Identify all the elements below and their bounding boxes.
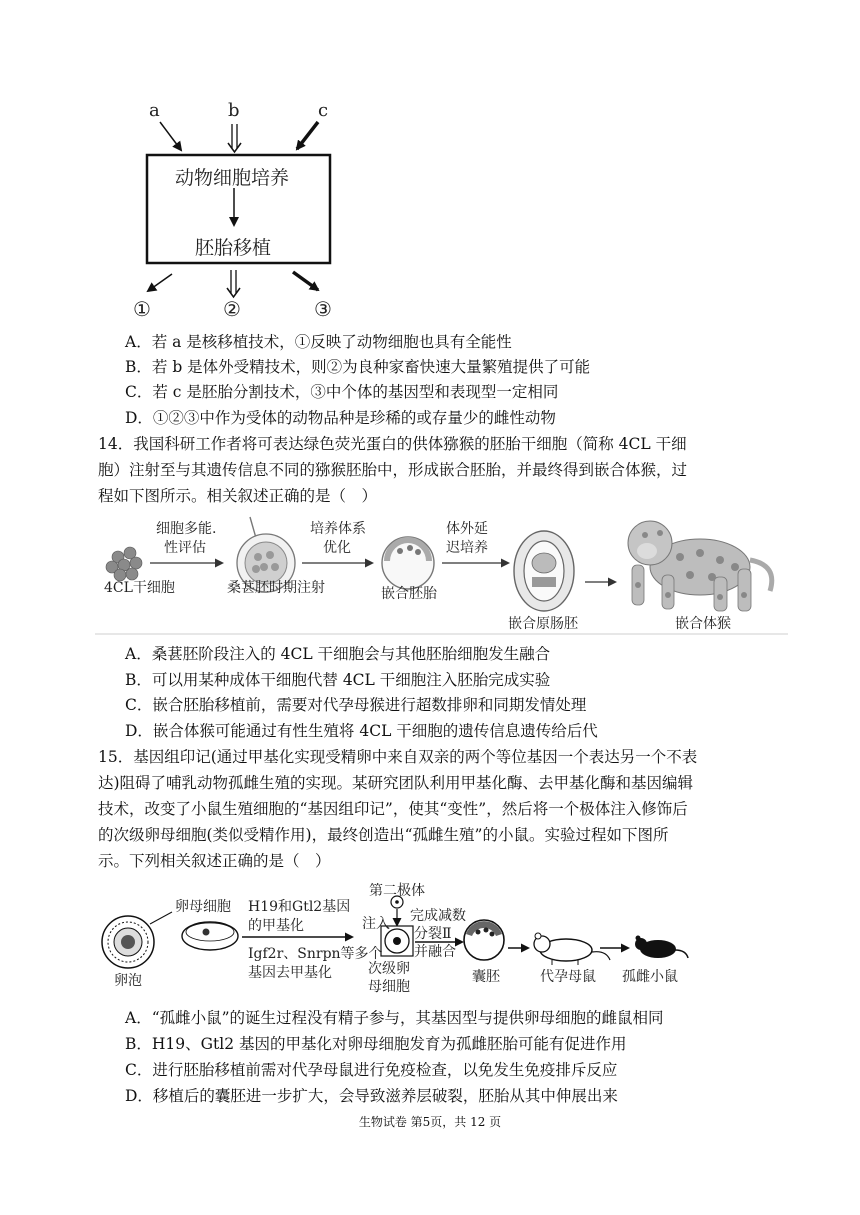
label-inject: 注入 <box>362 916 390 932</box>
label-surrogate-mouse: 代孕母鼠 <box>540 969 596 985</box>
label-parthenogenetic-mouse: 孤雌小鼠 <box>622 969 678 985</box>
q15-option-a: A．“孤雌小鼠”的诞生过程没有精子参与，其基因型与提供卵母细胞的雌鼠相同 <box>125 1009 664 1027</box>
box-top-label: 动物细胞培养 <box>175 167 290 189</box>
q13-option-b: B．若 b 是体外受精技术，则②为良种家畜快速大量繁殖提供了可能 <box>125 358 591 376</box>
label-arrow2-line2: 优化 <box>323 540 351 556</box>
page-footer: 生物试卷 第5页，共 12 页 <box>358 1115 502 1129</box>
q15-stem-line2: 达)阻碍了哺乳动物孤雌生殖的实现。某研究团队利用甲基化酶、去甲基化酶和基因编辑 <box>98 774 694 792</box>
output-3-label: ③ <box>314 297 332 321</box>
q15-stem-line1: 15．基因组印记(通过甲基化实现受精卵中来自双亲的两个等位基因一个表达另一个不表 <box>98 748 698 766</box>
q13-option-a: A．若 a 是核移植技术，①反映了动物细胞也具有全能性 <box>125 333 512 351</box>
input-b-label: b <box>228 100 240 121</box>
input-c-label: c <box>318 100 329 121</box>
label-methylation-line2: 的甲基化 <box>248 918 304 934</box>
label-arrow3-line2: 迟培养 <box>446 540 488 556</box>
q15-option-b: B．H19、Gtl2 基因的甲基化对卵母细胞发育为孤雌胚胎可能有促进作用 <box>125 1035 627 1053</box>
label-meiosis-line3: 并融合 <box>414 944 456 960</box>
q15-option-d: D．移植后的囊胚进一步扩大，会导致滋养层破裂，胚胎从其中伸展出来 <box>125 1087 618 1105</box>
q15-stem-line4: 的次级卵母细胞(类似受精作用)，最终创造出“孤雌生殖”的小鼠。实验过程如下图所 <box>98 826 669 844</box>
q14-option-d: D．嵌合体猴可能通过有性生殖将 4CL 干细胞的遗传信息遗传给后代 <box>125 722 598 740</box>
diagram-arrows <box>0 0 860 330</box>
label-second-polar-body: 第二极体 <box>369 883 425 899</box>
label-arrow3-line1: 体外延 <box>446 521 488 537</box>
label-chimeric-gastrula: 嵌合原肠胚 <box>508 616 578 632</box>
surrogate-mouse-icon <box>534 933 610 965</box>
label-demethylation-line2: 基因去甲基化 <box>248 965 332 981</box>
q13-option-d: D．①②③中作为受体的动物品种是珍稀的或存量少的雌性动物 <box>125 409 556 427</box>
label-oocyte: 卵母细胞 <box>175 899 231 915</box>
q15-stem-line5: 示。下列相关叙述正确的是（ ） <box>98 852 331 870</box>
chimeric-embryo-icon <box>382 537 434 589</box>
label-chimeric-monkey: 嵌合体猴 <box>675 616 731 632</box>
stem-cell-cluster-icon <box>106 547 142 581</box>
label-meiosis-line2: 分裂Ⅱ <box>414 926 452 942</box>
label-arrow2-line1: 培养体系 <box>310 521 366 537</box>
q14-stem-line2: 胞）注射至与其遗传信息不同的猕猴胚胎中，形成嵌合胚胎，并最终得到嵌合体猴，过 <box>98 461 688 479</box>
q13-option-c: C．若 c 是胚胎分割技术，③中个体的基因型和表现型一定相同 <box>125 383 559 401</box>
label-follicle: 卵泡 <box>114 973 142 989</box>
label-blastocyst: 囊胚 <box>472 969 500 985</box>
label-4cl-stem-cell: 4CL干细胞 <box>104 580 175 596</box>
label-arrow1-line1: 细胞多能. <box>156 521 217 537</box>
label-chimeric-embryo: 嵌合胚胎 <box>381 586 437 602</box>
label-meiosis-line1: 完成减数 <box>410 908 466 924</box>
follicle-icon <box>102 916 154 968</box>
input-a-label: a <box>149 100 160 121</box>
blastocyst-icon <box>464 920 504 960</box>
q15-option-c: C．进行胚胎移植前需对代孕母鼠进行免疫检查，以免发生免疫排斥反应 <box>125 1061 618 1079</box>
q14-option-c: C．嵌合胚胎移植前，需要对代孕母猴进行超数排卵和同期发情处理 <box>125 696 587 714</box>
label-secondary-oocyte-line1: 次级卵 <box>368 961 410 977</box>
label-secondary-oocyte-line2: 母细胞 <box>368 979 410 995</box>
box-bottom-label: 胚胎移植 <box>195 237 272 259</box>
q14-stem-line3: 程如下图所示。相关叙述正确的是（ ） <box>98 487 378 505</box>
q14-diagram-graphics <box>0 505 860 645</box>
output-2-label: ② <box>223 297 241 321</box>
q14-option-b: B．可以用某种成体干细胞代替 4CL 干细胞注入胚胎完成实验 <box>125 671 551 689</box>
q15-stem-line3: 技术，改变了小鼠生殖细胞的“基因组印记”，使其“变性”，然后将一个极体注入修饰后 <box>98 800 688 818</box>
q14-stem-line1: 14．我国科研工作者将可表达绿色荧光蛋白的供体猕猴的胚胎干细胞（简称 4CL 干细 <box>98 435 687 453</box>
label-demethylation-line1: Igf2r、Snrpn等多个 <box>248 946 383 962</box>
chimeric-monkey-icon <box>628 521 772 611</box>
label-methylation-line1: H19和Gtl2基因 <box>248 899 351 915</box>
parthenogenetic-mouse-icon <box>635 936 688 959</box>
oocyte-dish-icon <box>182 922 238 950</box>
chimeric-gastrula-icon <box>514 531 574 611</box>
output-1-label: ① <box>133 297 151 321</box>
label-morula-injection: 桑葚胚时期注射 <box>227 580 325 596</box>
q14-option-a: A．桑葚胚阶段注入的 4CL 干细胞会与其他胚胎细胞发生融合 <box>125 645 551 663</box>
label-arrow1-line2: 性评估 <box>164 540 206 556</box>
